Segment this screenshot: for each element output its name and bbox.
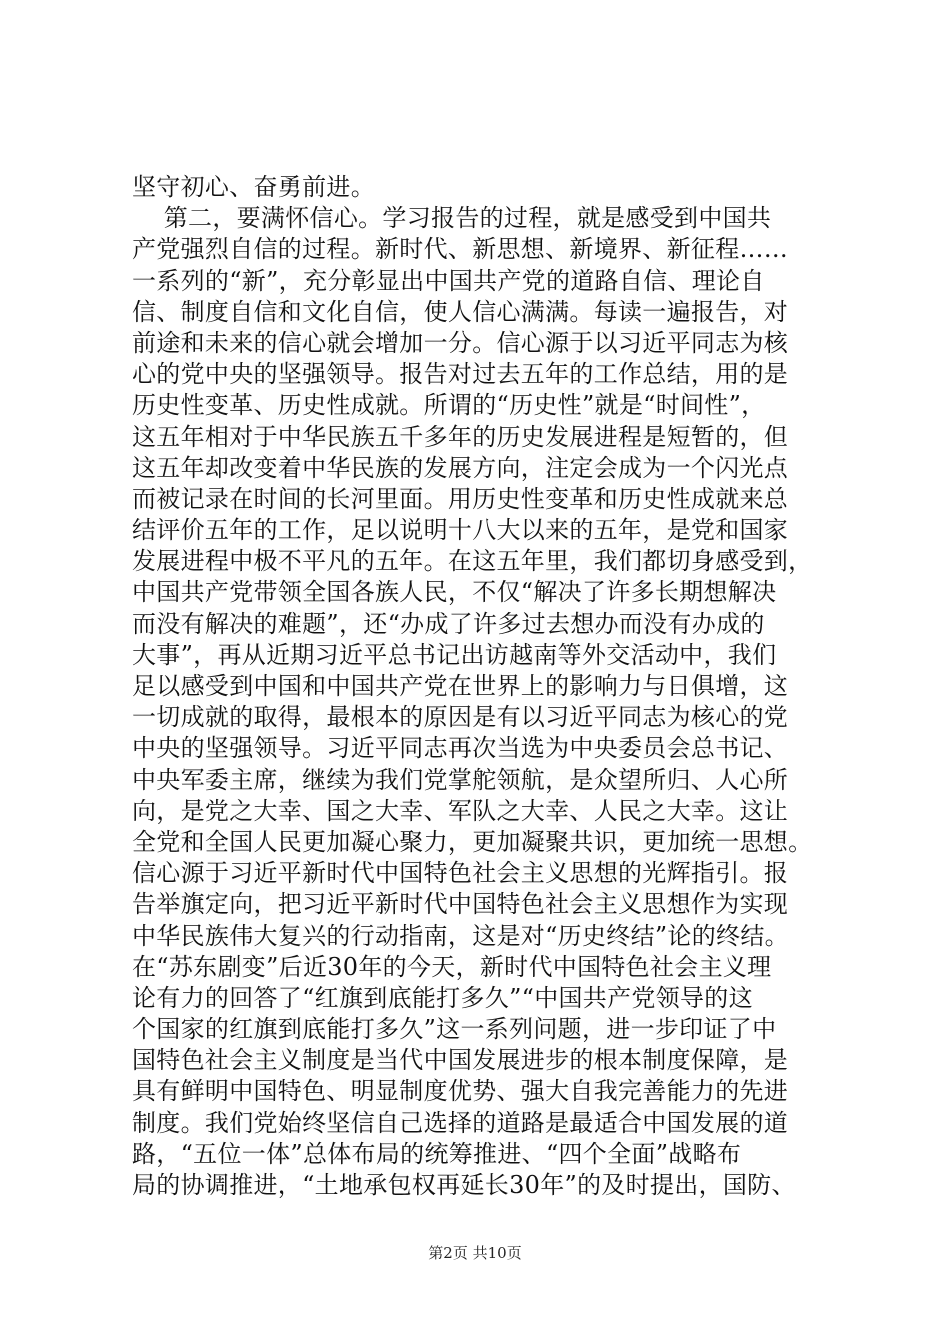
text-line: 路，“五位一体”总体布局的统筹推进、“四个全面”战略布 <box>132 1139 742 1168</box>
text-line: 向，是党之大幸、国之大幸、军队之大幸、人民之大幸。这让 <box>132 796 789 825</box>
text-line: 中国共产党带领全国各族人民，不仅“解决了许多长期想解决 <box>132 578 777 607</box>
text-line: 一系列的“新”，充分彰显出中国共产党的道路自信、理论自 <box>132 266 765 295</box>
text-line: 产党强烈自信的过程。新时代、新思想、新境界、新征程…… <box>132 235 789 264</box>
document-body <box>132 172 832 1201</box>
text-line: 这五年却改变着中华民族的发展方向，注定会成为一个闪光点 <box>132 453 789 482</box>
text-line: 心的党中央的坚强领导。报告对过去五年的工作总结，用的是 <box>132 360 789 389</box>
text-line: 制度。我们党始终坚信自己选择的道路是最适合中国发展的道 <box>132 1108 789 1137</box>
text-line: 第二，要满怀信心。学习报告的过程，就是感受到中国共 <box>132 204 772 233</box>
text-line: 告举旗定向，把习近平新时代中国特色社会主义思想作为实现 <box>132 890 789 919</box>
text-line: 中央的坚强领导。习近平同志再次当选为中央委员会总书记、 <box>132 734 789 763</box>
text-line: 大事”，再从近期习近平总书记出访越南等外交活动中，我们 <box>132 640 777 669</box>
text-line: 论有力的回答了“红旗到底能打多久”“中国共产党领导的这 <box>132 983 753 1012</box>
text-line: 具有鲜明中国特色、明显制度优势、强大自我完善能力的先进 <box>132 1077 789 1106</box>
text-line: 一切成就的取得，最根本的原因是有以习近平同志为核心的党 <box>132 703 789 732</box>
text-line: 而被记录在时间的长河里面。用历史性变革和历史性成就来总 <box>132 484 789 513</box>
text-line: 在“苏东剧变”后近30年的今天，新时代中国特色社会主义理 <box>132 952 772 981</box>
text-line: 国特色社会主义制度是当代中国发展进步的根本制度保障，是 <box>132 1046 789 1075</box>
text-line: 个国家的红旗到底能打多久”这一系列问题，进一步印证了中 <box>132 1015 777 1044</box>
text-line: 坚守初心、奋勇前进。 <box>132 173 375 201</box>
text-line: 前途和未来的信心就会增加一分。信心源于以习近平同志为核 <box>132 328 789 357</box>
text-line: 这五年相对于中华民族五千多年的历史发展进程是短暂的，但 <box>132 422 789 451</box>
text-line: 中华民族伟大复兴的行动指南，这是对“历史终结”论的终结。 <box>132 921 789 950</box>
text-line: 结评价五年的工作，足以说明十八大以来的五年，是党和国家 <box>132 516 789 545</box>
text-line: 发展进程中极不平凡的五年。在这五年里，我们都切身感受到， <box>132 547 813 576</box>
text-line: 历史性变革、历史性成就。所谓的“历史性”就是“时间性”， <box>132 391 766 420</box>
text-line: 足以感受到中国和中国共产党在世界上的影响力与日俱增，这 <box>132 672 789 700</box>
text-line: 中央军委主席，继续为我们党掌舵领航，是众望所归、人心所 <box>132 765 789 794</box>
text-line: 局的协调推进，“土地承包权再延长30年”的及时提出，国防、 <box>132 1171 796 1199</box>
text-line: 信、制度自信和文化自信，使人信心满满。每读一遍报告，对 <box>132 297 789 326</box>
text-line: 而没有解决的难题”，还“办成了许多过去想办而没有办成的 <box>132 609 765 638</box>
text-line: 信心源于习近平新时代中国特色社会主义思想的光辉指引。报 <box>132 859 789 888</box>
text-line: 全党和全国人民更加凝心聚力，更加凝聚共识，更加统一思想。 <box>132 827 813 856</box>
page-footer: 第2页 共10页 <box>428 1244 522 1262</box>
